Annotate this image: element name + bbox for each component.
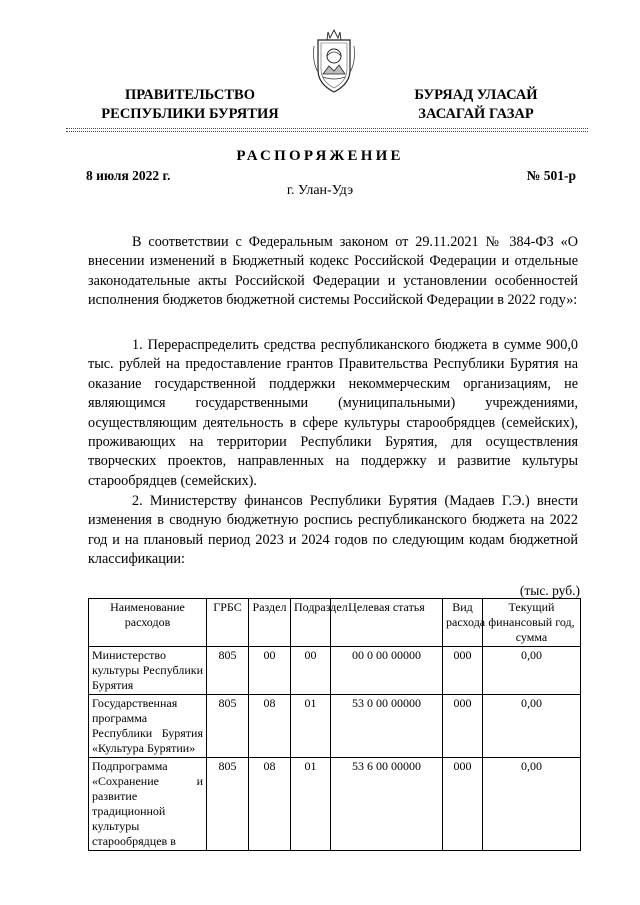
item1-paragraph xyxy=(88,336,578,491)
header-right xyxy=(386,86,566,124)
cell-name: Государственная программа Республики Бурятия «Культура Бурятии» xyxy=(89,695,207,758)
cell-section: 08 xyxy=(249,758,291,851)
document-city: г. Улан-Удэ xyxy=(286,183,354,198)
header-grbs: ГРБС xyxy=(207,599,249,647)
document-title: РАСПОРЯЖЕНИЕ xyxy=(236,148,404,164)
header-right-line1: БУРЯАД УЛАСАЙ xyxy=(414,87,538,103)
table-row xyxy=(89,647,581,695)
header-left-line1: ПРАВИТЕЛЬСТВО xyxy=(125,87,255,103)
cell-grbs: 805 xyxy=(207,647,249,695)
header-target-item: Целевая статья xyxy=(331,599,443,647)
table-header-row xyxy=(89,599,581,647)
header-expense-type: Вид расхода xyxy=(443,599,483,647)
table-unit-label: (тыс. руб.) xyxy=(519,583,580,598)
item1-text: 1. Перераспределить средства республиканского бюджета в сумме 900,0 тыс. рублей на предоставление грантов Правительства Республики Бурятия на оказание государственной поддержки некоммерческим организациям, не являющимся государственными (муниципальными) учреждениями, осуществляющим деятельность в сфере культуры старообрядцев (семейских), проживающих на территории Республики Бурятия, для осуществления творческих проектов, направленных на поддержку и развитие культуры старообрядцев (семейских). xyxy=(88,337,578,489)
cell-subsection: 01 xyxy=(291,695,331,758)
cell-grbs: 805 xyxy=(207,758,249,851)
document-date: 8 июля 2022 г. xyxy=(86,168,171,183)
cell-grbs: 805 xyxy=(207,695,249,758)
header-name: Наименование расходов xyxy=(89,599,207,647)
budget-table xyxy=(88,598,581,851)
header-section: Раздел xyxy=(249,599,291,647)
table-row xyxy=(89,758,581,851)
header-right-line2: ЗАСАГАЙ ГАЗАР xyxy=(418,106,534,122)
intro-paragraph xyxy=(88,233,578,311)
item2-text: 2. Министерству финансов Республики Бурятия (Мадаев Г.Э.) внести изменения в сводную бюджетную роспись республиканского бюджета на 2022 год и на плановый период 2023 и 2024 годов по следующим кодам бюджетной классификации: xyxy=(88,493,578,568)
cell-expense-type: 000 xyxy=(443,758,483,851)
cell-amount: 0,00 xyxy=(483,647,581,695)
item2-paragraph xyxy=(88,492,578,570)
cell-expense-type: 000 xyxy=(443,647,483,695)
intro-text: В соответствии с Федеральным законом от 29.11.2021 № 384-ФЗ «О внесении изменений в Бюджетный кодекс Российской Федерации и отдельные законодательные акты Российской Федерации и установлении особенностей исполнения бюджетов бюджетной системы Российской Федерации в 2022 году»: xyxy=(88,234,578,309)
cell-target-item: 53 0 00 00000 xyxy=(331,695,443,758)
cell-section: 08 xyxy=(249,695,291,758)
cell-target-item: 53 6 00 00000 xyxy=(331,758,443,851)
header-left-line2: РЕСПУБЛИКИ БУРЯТИЯ xyxy=(101,106,279,122)
table-row xyxy=(89,695,581,758)
header-divider-2 xyxy=(66,131,588,132)
cell-name: Подпрограмма «Сохранение и развитие традиционной культуры старообрядцев в xyxy=(89,758,207,851)
cell-amount: 0,00 xyxy=(483,695,581,758)
document-number: № 501-р xyxy=(526,168,576,183)
cell-name: Министерство культуры Республики Бурятия xyxy=(89,647,207,695)
cell-subsection: 01 xyxy=(291,758,331,851)
cell-amount: 0,00 xyxy=(483,758,581,851)
cell-target-item: 00 0 00 00000 xyxy=(331,647,443,695)
header-divider xyxy=(66,128,588,129)
cell-subsection: 00 xyxy=(291,647,331,695)
header-amount: Текущий финансовый год, сумма xyxy=(483,599,581,647)
cell-section: 00 xyxy=(249,647,291,695)
header-subsection: Подраздел xyxy=(291,599,331,647)
coat-of-arms-icon xyxy=(310,26,358,98)
header-left xyxy=(80,86,300,124)
cell-expense-type: 000 xyxy=(443,695,483,758)
